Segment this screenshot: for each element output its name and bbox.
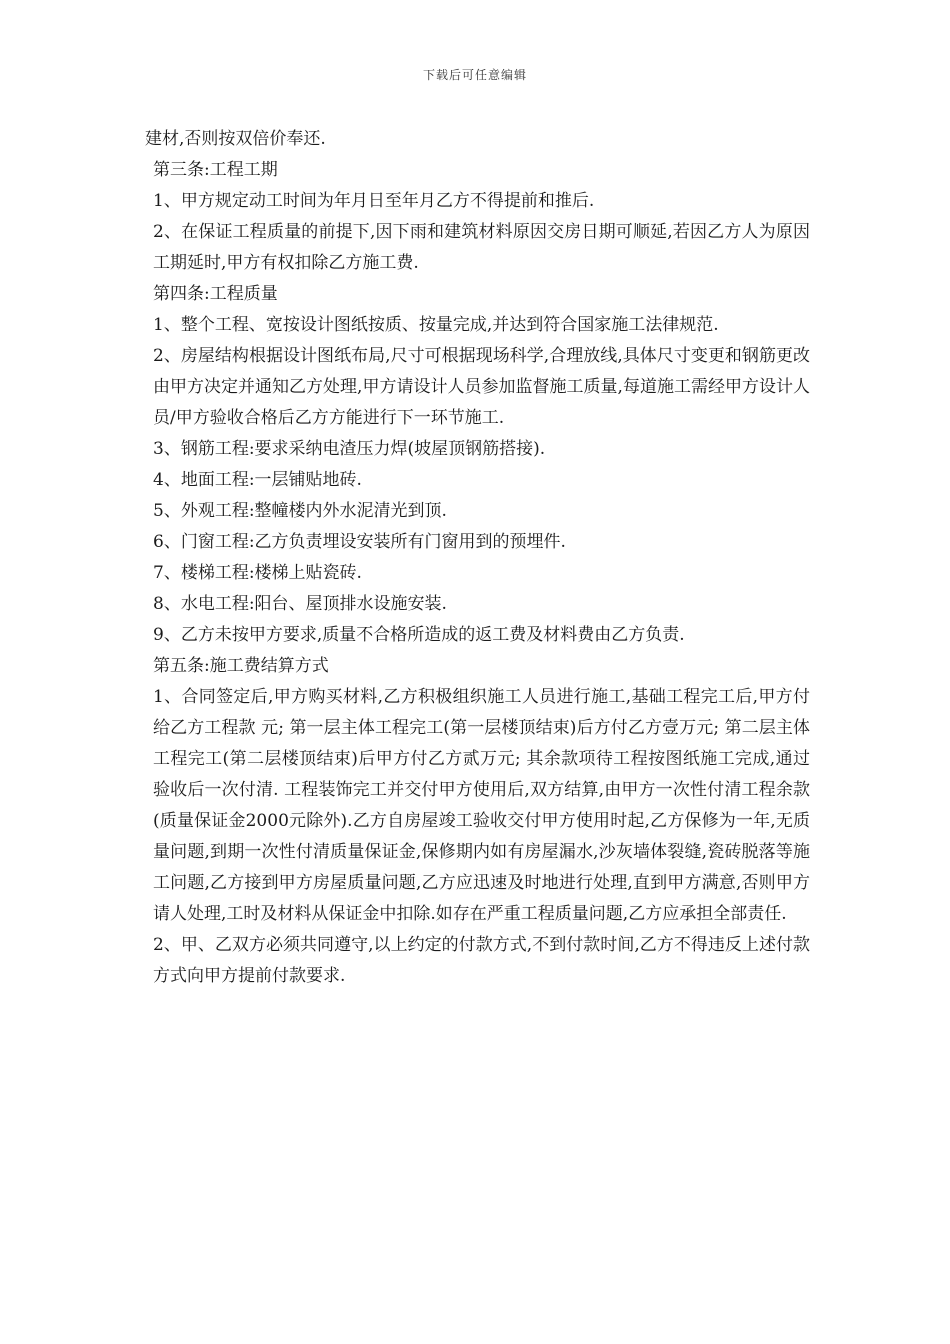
section-heading-5: 第五条:施工费结算方式 — [153, 656, 329, 676]
clause-4-6: 6、门窗工程:乙方负责埋设安装所有门窗用到的预埋件. — [153, 532, 566, 552]
clause-4-5: 5、外观工程:整幢楼内外水泥清光到顶. — [153, 501, 447, 521]
clause-4-4: 4、地面工程:一层铺贴地砖. — [153, 470, 362, 490]
clause-4-9: 9、乙方未按甲方要求,质量不合格所造成的返工费及材料费由乙方负责. — [153, 625, 685, 645]
section-heading-3: 第三条:工程工期 — [153, 160, 278, 180]
clause-4-3: 3、钢筋工程:要求采纳电渣压力焊(坡屋顶钢筋搭接). — [153, 439, 546, 459]
clause-3-2: 2、在保证工程质量的前提下,因下雨和建筑材料原因交房日期可顺延,若因乙方人为原因工期延时,甲方有权扣除乙方施工费. — [153, 222, 810, 273]
clause-4-1: 1、整个工程、宽按设计图纸按质、按量完成,并达到符合国家施工法律规范. — [153, 315, 719, 335]
clause-3-1: 1、甲方规定动工时间为年月日至年月乙方不得提前和推后. — [153, 191, 595, 211]
clause-4-8: 8、水电工程:阳台、屋顶排水设施安装. — [153, 594, 447, 614]
page-header: 下载后可任意编辑 — [422, 68, 527, 82]
clause-5-1: 1、合同签定后,甲方购买材料,乙方积极组织施工人员进行施工,基础工程完工后,甲方付给乙方工程款 元; 第一层主体工程完工(第一层楼顶结束)后方付乙方壹万元; 第二层主体工程完工(第二层楼顶结束)后甲方付乙方贰万元; 其余款项待工程按图纸施工完成,通过验收后一次付清. 工程装饰完工并交付甲方使用后,双方结算,由甲方一次性付清工程余款(质量保证金2000元除外).乙方自房屋竣工验收交付甲方使用时起,乙方保修为一年,无质量问题,到期一次性付清质量保证金,保修期内如有房屋漏水,沙灰墙体裂缝,瓷砖脱落等施工问题,乙方接到甲方房屋质量问题,乙方应迅速及时地进行处理,直到甲方满意,否则甲方请人处理,工时及材料从保证金中扣除.如存在严重工程质量问题,乙方应承担全部责任. — [153, 687, 810, 924]
document-body — [145, 124, 810, 992]
clause-4-7: 7、楼梯工程:楼梯上贴瓷砖. — [153, 563, 362, 583]
clause-5-2: 2、甲、乙双方必须共同遵守,以上约定的付款方式,不到付款时间,乙方不得违反上述付款方式向甲方提前付款要求. — [153, 935, 810, 986]
clause-4-2: 2、房屋结构根据设计图纸布局,尺寸可根据现场科学,合理放线,具体尺寸变更和钢筋更改由甲方决定并通知乙方处理,甲方请设计人员参加监督施工质量,每道施工需经甲方设计人员/甲方验收合格后乙方方能进行下一环节施工. — [153, 346, 810, 428]
paragraph-continuation: 建材,否则按双倍价奉还. — [145, 129, 326, 149]
section-heading-4: 第四条:工程质量 — [153, 284, 278, 304]
